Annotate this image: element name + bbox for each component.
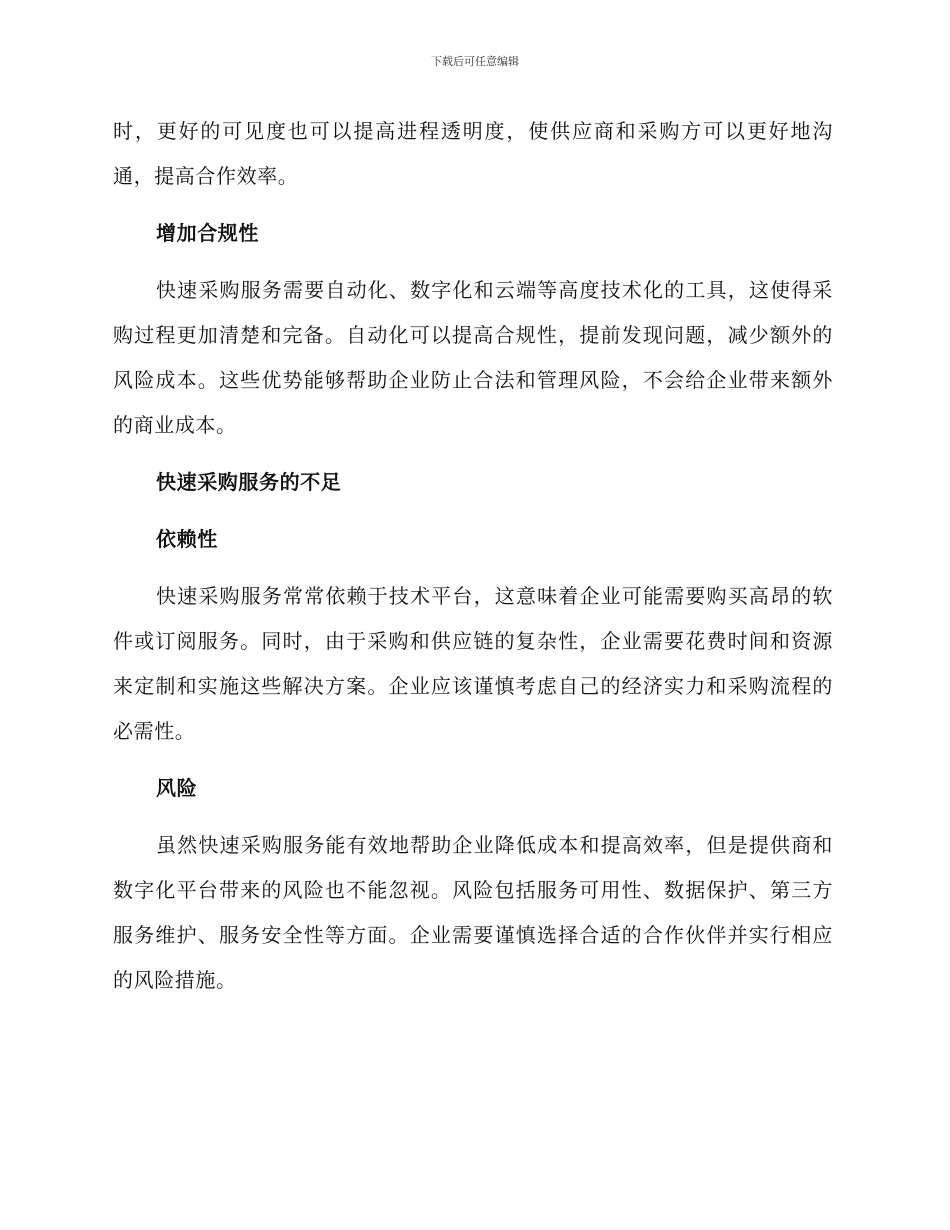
heading-dependency: 依赖性 (156, 527, 218, 551)
paragraph-continuation: 时，更好的可见度也可以提高进程透明度，使供应商和采购方可以更好地沟通，提高合作效率。 (113, 119, 833, 188)
heading-risk: 风险 (156, 776, 198, 800)
heading-shortcomings: 快速采购服务的不足 (156, 470, 342, 494)
page-header: 下载后可任意编辑 (431, 55, 519, 68)
heading-compliance: 增加合规性 (156, 221, 259, 245)
paragraph-compliance: 快速采购服务需要自动化、数字化和云端等高度技术化的工具，这使得采购过程更加清楚和完备。自动化可以提高合规性，提前发现问题，减少额外的风险成本。这些优势能够帮助企业防止合法和管理风险，不会给企业带来额外的商业成本。 (113, 278, 833, 437)
paragraph-risk: 虽然快速采购服务能有效地帮助企业降低成本和提高效率，但是提供商和数字化平台带来的风险也不能忽视。风险包括服务可用性、数据保护、第三方服务维护、服务安全性等方面。企业需要谨慎选择合适的合作伙伴并实行相应的风险措施。 (113, 833, 833, 992)
paragraph-dependency: 快速采购服务常常依赖于技术平台，这意味着企业可能需要购买高昂的软件或订阅服务。同时，由于采购和供应链的复杂性，企业需要花费时间和资源来定制和实施这些解决方案。企业应该谨慎考虑自己的经济实力和采购流程的必需性。 (113, 584, 833, 743)
document-body (113, 109, 833, 1015)
